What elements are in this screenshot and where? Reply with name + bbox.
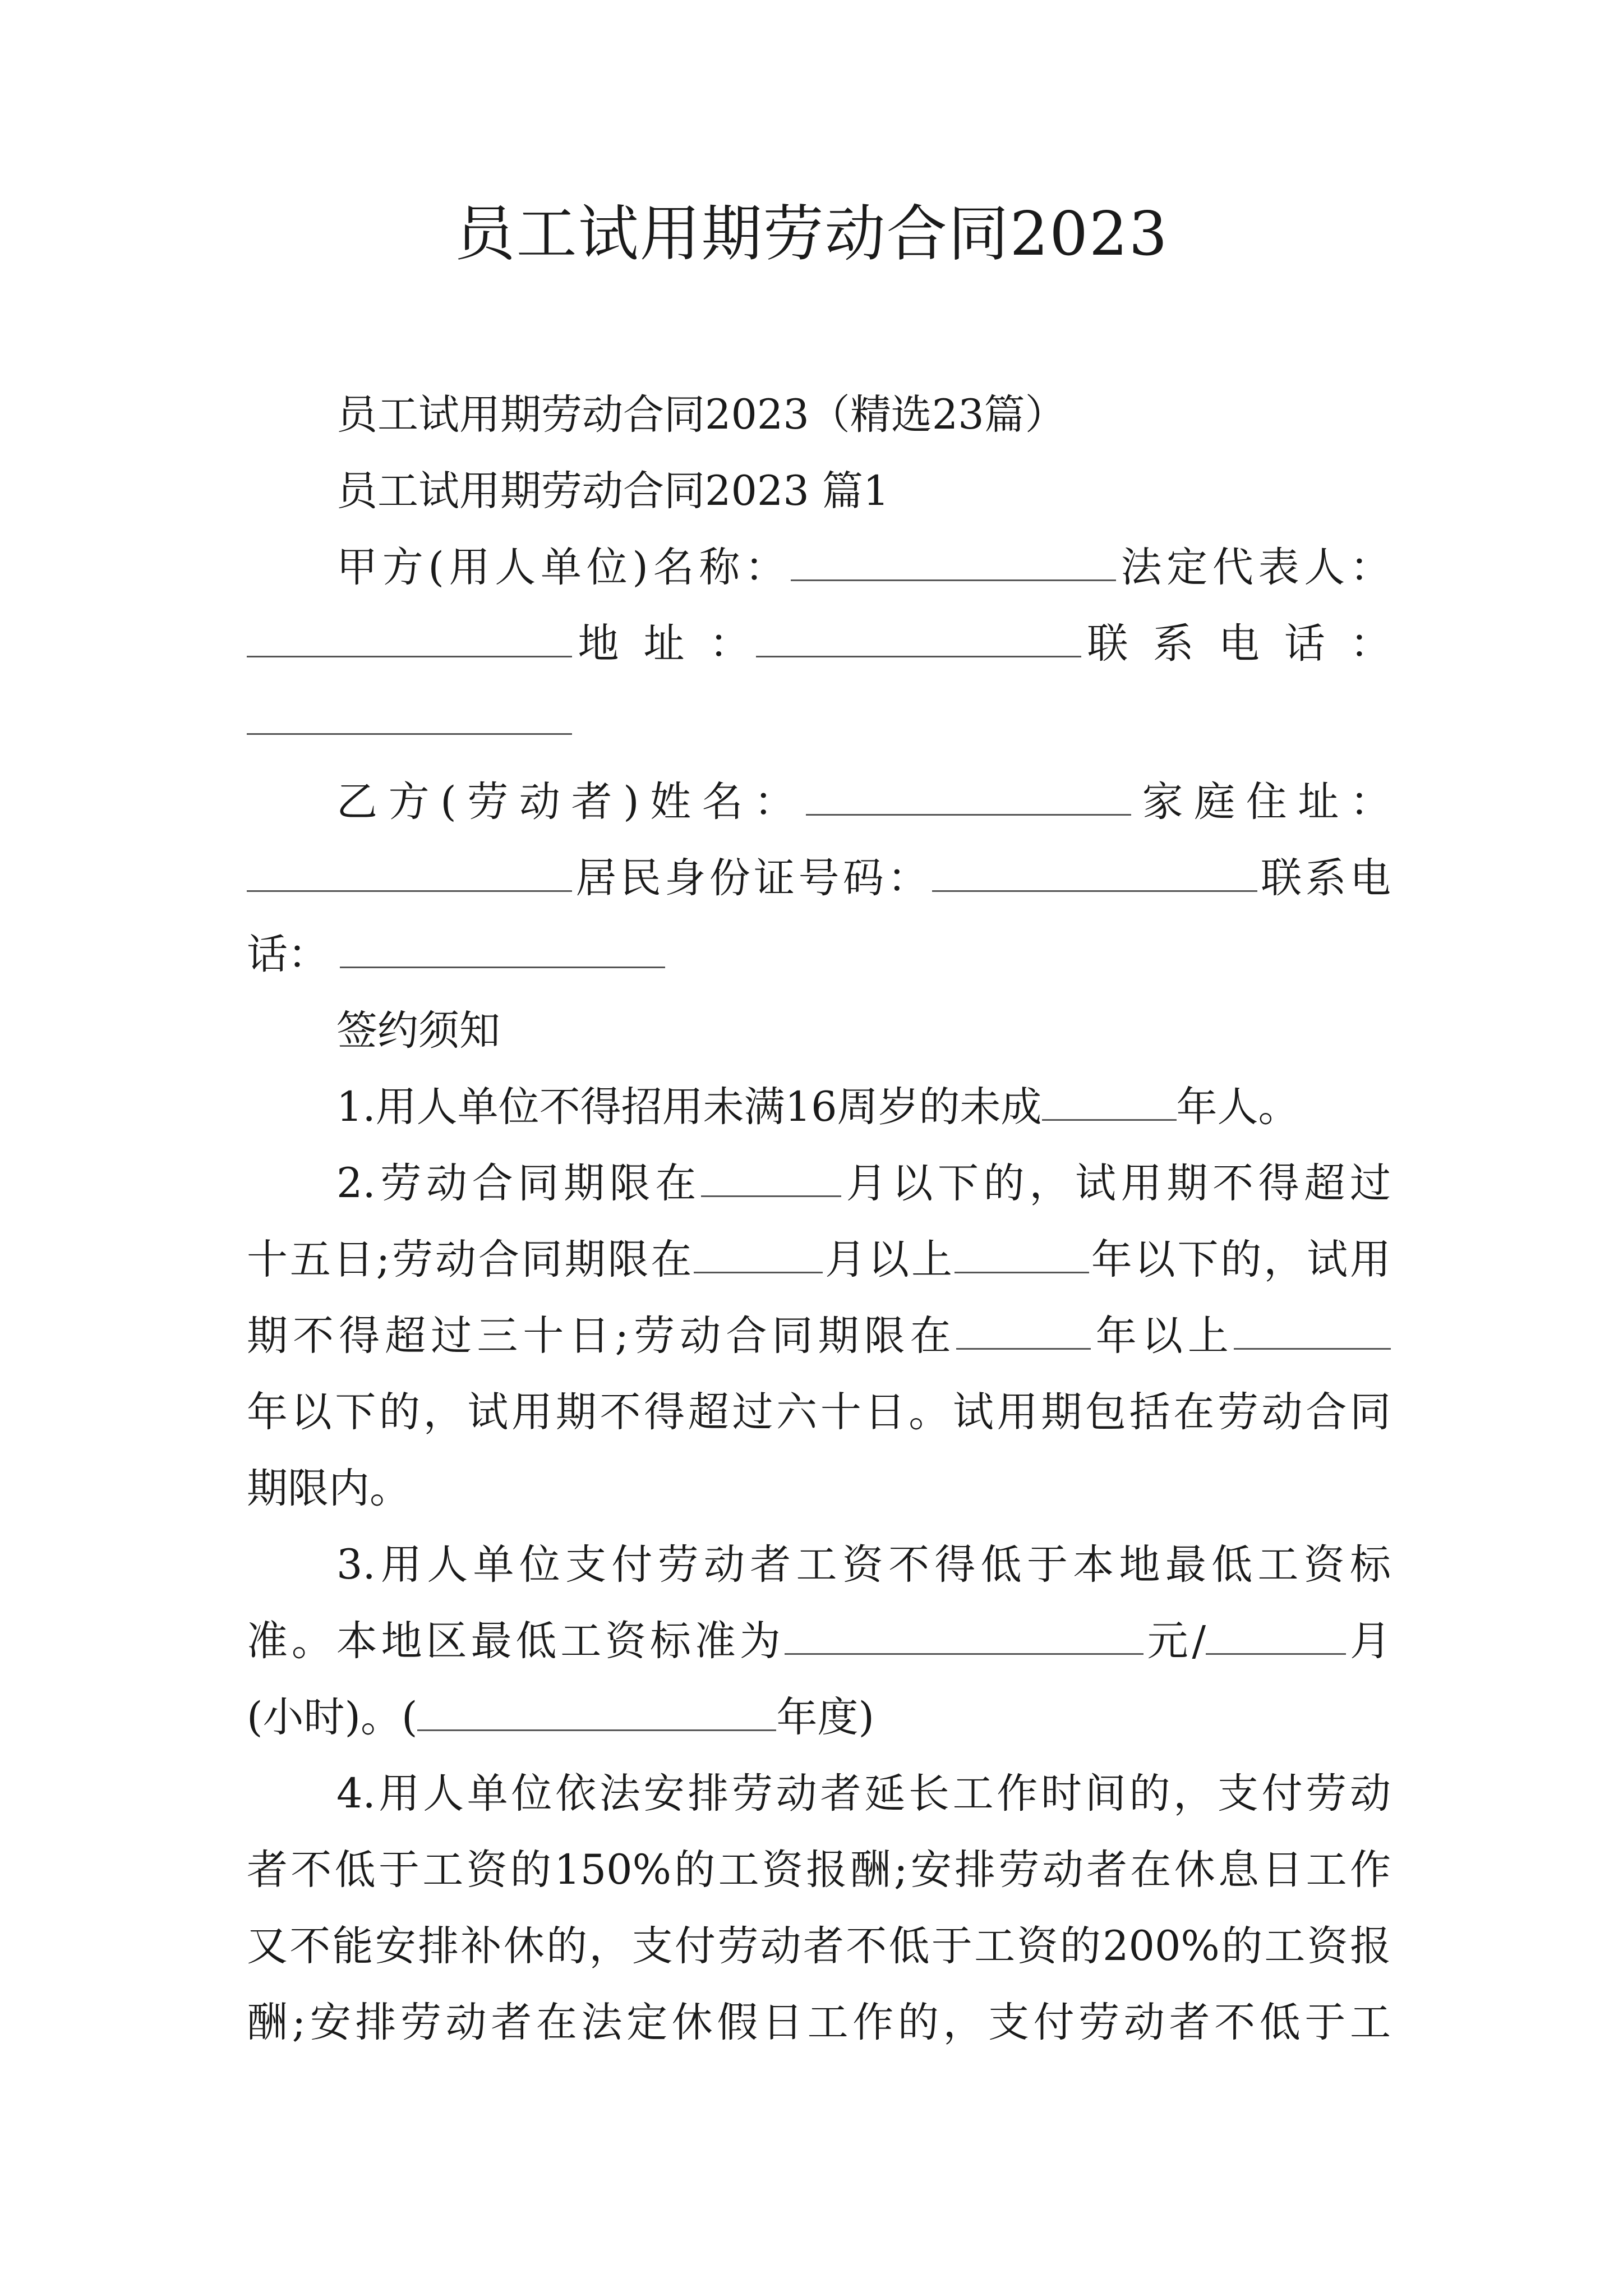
clause-2-text-g: 年以上	[1090, 1312, 1234, 1360]
party-b-name-label: 乙方(劳动者)姓名：	[336, 778, 806, 826]
party-a-rep-label: 法定代表人：	[1115, 544, 1391, 591]
clause-2-text-e: 年以下的，试用	[1089, 1236, 1391, 1283]
section-heading: 员工试用期劳动合同2023 篇1	[336, 467, 889, 515]
clause-2-text-c: 十五日;劳动合同期限在	[247, 1236, 694, 1283]
party-b-id-blank	[932, 851, 1257, 892]
party-b-home-blank	[247, 851, 572, 892]
clause-2-text-f: 期不得超过三十日;劳动合同期限在	[247, 1312, 956, 1360]
party-b-line-2	[247, 850, 1391, 907]
party-a-line-1	[247, 540, 1391, 596]
party-a-phone-blank	[247, 694, 572, 735]
clause-3-line-3	[247, 1690, 1391, 1746]
party-b-home-label: 家庭住址：	[1131, 778, 1391, 826]
clause-2-line-3	[247, 1308, 1391, 1364]
clause-2-text-d: 月以上	[823, 1236, 955, 1283]
clause-2-line-1	[247, 1156, 1391, 1212]
clause-1	[247, 1079, 1391, 1135]
notice-heading: 签约须知	[336, 1007, 500, 1055]
clause-3-text-b: 元/	[1143, 1617, 1206, 1665]
clause-2-text-b: 月以下的，试用期不得超过	[841, 1159, 1391, 1207]
clause-2-line-2	[247, 1232, 1391, 1288]
clause-2-blank-4	[956, 1309, 1091, 1350]
subtitle: 员工试用期劳动合同2023（精选23篇）	[336, 391, 1066, 439]
clause-4-line-2: 者不低于工资的150%的工资报酬;安排劳动者在休息日工作	[247, 1846, 1391, 1894]
clause-2-blank-3	[955, 1232, 1089, 1273]
clause-2-blank-2	[694, 1232, 823, 1273]
clause-4-line-4: 酬;安排劳动者在法定休假日工作的，支付劳动者不低于工	[247, 1999, 1391, 2046]
clause-3-text-e: 年度)	[776, 1694, 874, 1741]
clause-3-text-c: 月	[1346, 1617, 1391, 1665]
clause-3-line-2	[247, 1613, 1391, 1669]
party-a-phone-label: 联 系 电 话 ：	[1081, 620, 1391, 668]
party-b-line-1	[247, 774, 1391, 830]
party-a-name-label: 甲方(用人单位)名称：	[336, 544, 791, 591]
clause-4-line-3: 又不能安排补休的，支付劳动者不低于工资的200%的工资报	[247, 1922, 1391, 1970]
clause-2-blank-1	[701, 1156, 841, 1197]
clause-3-blank-1	[785, 1614, 1144, 1655]
party-b-name-blank	[806, 775, 1131, 816]
party-b-line-3	[247, 927, 1391, 983]
clause-3-text-d: (小时)。(	[247, 1694, 418, 1741]
party-a-rep-blank	[247, 616, 572, 657]
party-a-address-blank	[756, 616, 1081, 657]
clause-4-line-1: 4.用人单位依法安排劳动者延长工作时间的，支付劳动	[336, 1770, 1391, 1818]
clause-3-blank-2	[1206, 1614, 1346, 1655]
clause-2-text-a: 2.劳动合同期限在	[336, 1159, 701, 1207]
clause-2-line-5: 期限内。	[247, 1465, 411, 1512]
party-a-line-2	[247, 616, 1391, 672]
clause-1-text-a: 1.用人单位不得招用未满16周岁的未成	[336, 1083, 1042, 1131]
party-a-name-blank	[791, 540, 1116, 581]
party-a-line-3	[247, 693, 1391, 749]
party-a-address-label: 地 址 ：	[572, 620, 757, 668]
clause-3-blank-3	[417, 1690, 776, 1731]
clause-1-text-b: 年人。	[1176, 1083, 1299, 1131]
party-b-phone-label-2: 话：	[247, 931, 329, 978]
party-b-phone-blank	[340, 927, 665, 968]
party-b-id-label: 居民身份证号码：	[572, 854, 932, 902]
document-title: 员工试用期劳动合同2023	[454, 199, 1169, 269]
clause-2-line-4: 年以下的，试用期不得超过六十日。试用期包括在劳动合同	[247, 1388, 1391, 1436]
party-b-phone-label-1: 联系电	[1257, 854, 1391, 902]
clause-1-blank	[1042, 1080, 1177, 1121]
clause-3-line-1: 3.用人单位支付劳动者工资不得低于本地最低工资标	[336, 1541, 1391, 1589]
clause-2-blank-5	[1234, 1309, 1391, 1350]
clause-3-text-a: 准。本地区最低工资标准为	[247, 1617, 785, 1665]
